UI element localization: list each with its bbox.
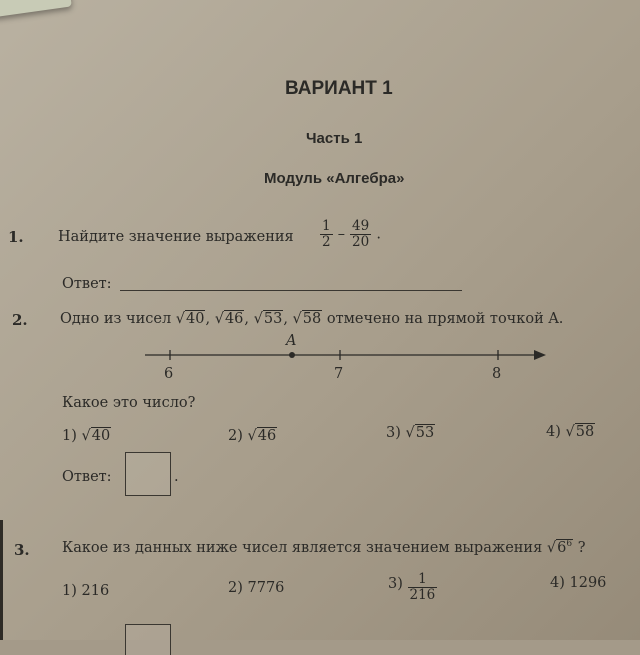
q2-sep-1: ,: [205, 311, 211, 327]
q1-period: .: [376, 226, 381, 243]
point-a-label: A: [286, 333, 297, 349]
q1-number: 1.: [8, 228, 24, 246]
q3-option-3-fraction: [408, 572, 438, 603]
q3-option-2[interactable]: [228, 580, 284, 596]
q3-statement: [62, 539, 585, 556]
point-a: [289, 352, 295, 358]
module-title: Модуль «Алгебра»: [264, 170, 405, 187]
q2-sep-2: ,: [244, 311, 250, 327]
number-line-arrow: [534, 350, 546, 360]
q3-option-4-num: 4): [550, 575, 565, 591]
q2-option-2-sqrt: √46: [247, 428, 277, 444]
q1-text: Найдите значение выражения: [58, 229, 294, 245]
q2-answer-box[interactable]: [125, 452, 171, 496]
q3-sqrt: $√6^6$: [546, 539, 573, 556]
q2-sqrt-1: √40: [175, 311, 205, 327]
q2-option-3-num: 3): [386, 425, 401, 441]
q2-option-3[interactable]: [386, 425, 435, 441]
q3-question-mark: ?: [577, 539, 586, 556]
q2-option-4[interactable]: [546, 424, 595, 440]
q3-option-3-denominator: 216: [409, 586, 436, 603]
q1-frac2-denominator: 20: [352, 233, 370, 250]
q3-text: Какое из данных ниже чисел является значением выражения: [62, 539, 543, 556]
q1-minus: –: [337, 226, 345, 243]
q1-frac1-numerator: 1: [322, 218, 331, 234]
q2-answer-period: .: [174, 469, 179, 485]
q3-option-3[interactable]: [388, 572, 437, 603]
q3-option-1-value: 216: [81, 583, 110, 599]
q3-option-1-num: 1): [62, 583, 77, 599]
q2-option-1-sqrt: √40: [81, 428, 111, 444]
q3-number: 3.: [14, 541, 30, 559]
part-title: Часть 1: [306, 130, 363, 147]
q1-frac1-denominator: 2: [322, 233, 331, 250]
q2-number: 2.: [12, 311, 28, 329]
q2-option-4-num: 4): [546, 424, 561, 440]
q3-option-3-numerator: 1: [418, 571, 427, 587]
q2-option-3-sqrt: √53: [405, 425, 435, 441]
q3-option-1[interactable]: [62, 583, 109, 599]
q3-option-2-value: 7776: [247, 580, 285, 596]
q2-option-4-sqrt: √58: [565, 424, 595, 440]
q3-base: 6: [557, 539, 567, 556]
q2-sqrt-4: √58: [292, 311, 322, 327]
q2-sqrt-3: √53: [253, 311, 283, 327]
q2-option-1-num: 1): [62, 428, 77, 444]
q3-option-3-num: 3): [388, 576, 403, 592]
q2-option-1[interactable]: [62, 428, 111, 444]
tick-label-6: 6: [164, 366, 174, 382]
q2-question: Какое это число?: [62, 395, 196, 411]
q2-option-2[interactable]: [228, 428, 277, 444]
tick-label-8: 8: [492, 366, 502, 382]
q2-sqrt-2: √46: [214, 311, 244, 327]
q2-option-2-num: 2): [228, 428, 243, 444]
q2-text-after: отмечено на прямой точкой A.: [326, 311, 564, 327]
q1-answer-label: Ответ:: [62, 276, 112, 292]
tick-label-7: 7: [334, 366, 344, 382]
q2-sep-3: ,: [283, 311, 288, 327]
variant-title: ВАРИАНТ 1: [285, 78, 393, 99]
q1-frac2-numerator: 49: [352, 218, 370, 234]
q3-option-2-num: 2): [228, 580, 243, 596]
q2-text-before: Одно из чисел: [60, 311, 172, 327]
q3-exponent: 6: [566, 539, 573, 549]
q2-answer-label: Ответ:: [62, 469, 112, 485]
q3-option-4[interactable]: [550, 575, 606, 591]
q3-option-4-value: 1296: [569, 575, 607, 591]
